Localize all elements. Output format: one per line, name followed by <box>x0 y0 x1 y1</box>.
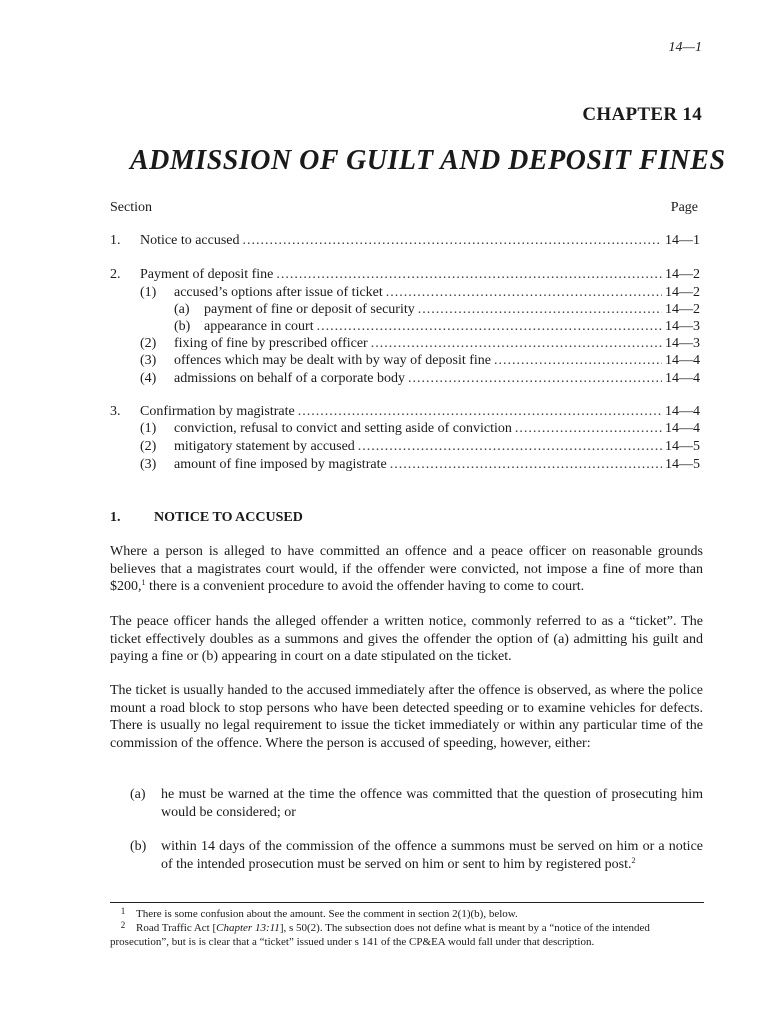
paragraph-2: The peace officer hands the alleged offender a written notice, commonly referred to as a “ticket”. The ticket effectively doubles as a summons and gives the offender the option of (a) admitting his guilt and paying a fine or (b) appearing in court on a date stipulated on the ticket. <box>110 614 703 665</box>
footnote-ref-1: 1 <box>141 578 146 588</box>
dot-leader <box>317 318 662 335</box>
toc-entry-number: (1) <box>140 285 157 300</box>
toc-entry-3-3 <box>110 456 700 473</box>
chapter-label: CHAPTER 14 <box>582 104 702 125</box>
toc-entry-2-3 <box>110 352 700 369</box>
toc-entry-title: Payment of deposit fine <box>140 267 274 282</box>
list-text <box>161 838 703 873</box>
toc-entry-title: offences which may be dealt with by way of deposit fine <box>174 353 491 368</box>
section-heading <box>110 510 303 526</box>
dot-leader <box>408 370 662 387</box>
page-number: 14—1 <box>668 40 702 55</box>
toc-entry-2-4 <box>110 370 700 387</box>
footnote-divider <box>110 902 704 903</box>
toc-entry-3-2 <box>110 438 700 455</box>
toc-entry-title: amount of fine imposed by magistrate <box>174 457 387 472</box>
toc-entry-page: 14—4 <box>665 404 700 419</box>
footnote-text: ], s 50(2). The subsection does not define what is meant by a “notice of the intended prosecution”, but is is clear that a “ticket” issued under s 141 of the CP&EA would fall under that description. <box>110 922 650 948</box>
toc-page-header: Page <box>670 200 698 215</box>
footnote-text: Road Traffic Act [ <box>136 922 217 934</box>
toc-entry-number: (1) <box>140 421 157 436</box>
dot-leader <box>515 420 662 437</box>
toc-entry-title: accused’s options after issue of ticket <box>174 285 383 300</box>
dot-leader <box>386 284 662 301</box>
toc-entry-3 <box>110 403 700 420</box>
list-text: he must be warned at the time the offence was committed that the question of prosecuting him would be considered; or <box>161 787 703 820</box>
toc-entry-page: 14—5 <box>665 439 700 454</box>
toc-section-header: Section <box>110 200 152 215</box>
toc-entry-2 <box>110 266 700 283</box>
footnote-text: There is some confusion about the amount. See the comment in section 2(1)(b), below. <box>136 908 518 920</box>
dot-leader <box>494 352 662 369</box>
toc-entry-number: (3) <box>140 353 157 368</box>
footnote-ref-2: 2 <box>631 855 636 865</box>
dot-leader <box>276 266 662 283</box>
toc-entry-number: (2) <box>140 336 157 351</box>
toc-entry-2-1-a <box>110 301 700 318</box>
toc-entry-number: 1. <box>110 233 121 248</box>
toc-entry-title: admissions on behalf of a corporate body <box>174 371 405 386</box>
footnote-citation: Chapter 13:11 <box>216 922 280 934</box>
section-title: NOTICE TO ACCUSED <box>154 510 303 525</box>
toc-entry-page: 14—2 <box>665 302 700 317</box>
footnote-2: 2 Road Traffic Act [Chapter 13:11], s 50(2). The subsection does not define what is meant by a “notice of the intended prosecution”, but is is clear that a “ticket” issued under s 141 of the CP&EA would fall under that description. <box>110 920 650 948</box>
toc-entry-number: (4) <box>140 371 157 386</box>
toc-entry-2-1-b <box>110 318 700 335</box>
toc-entry-title: fixing of fine by prescribed officer <box>174 336 368 351</box>
list-label: (b) <box>130 839 147 854</box>
paragraph-text: there is a convenient procedure to avoid the offender having to come to court. <box>145 579 585 595</box>
list-label: (a) <box>130 787 146 802</box>
toc-entry-number: 2. <box>110 267 121 282</box>
toc-entry-page: 14—1 <box>665 233 700 248</box>
toc-entry-page: 14—4 <box>665 371 700 386</box>
toc-entry-number: 3. <box>110 404 121 419</box>
paragraph-text: Where a person is alleged to have committed an offence and a peace officer on reasonable grounds believes that a magistrates court would, if the offender were convicted, not impose a fine of more than $200, <box>110 544 703 595</box>
paragraph-3: The ticket is usually handed to the accused immediately after the offence is observed, as where the police mount a road block to stop persons who have been detected speeding or to examine vehicles for defects. There is usually no legal requirement to issue the ticket immediately or within any particular time of the commission of the offence. Where the person is accused of speeding, however, either: <box>110 683 703 751</box>
toc-entry-page: 14—3 <box>665 336 700 351</box>
toc-entry-page: 14—2 <box>665 267 700 282</box>
toc-entry-page: 14—3 <box>665 319 700 334</box>
toc-entry-title: mitigatory statement by accused <box>174 439 355 454</box>
dot-leader <box>243 232 662 249</box>
dot-leader <box>390 456 662 473</box>
toc-entry-number: (b) <box>174 319 191 334</box>
toc-entry-page: 14—5 <box>665 457 700 472</box>
dot-leader <box>358 438 662 455</box>
toc-entry-page: 14—4 <box>665 421 700 436</box>
list-text-body: within 14 days of the commission of the offence a summons must be served on him or a notice of the intended prosecution must be served on him or sent to him by registered post. <box>161 839 703 872</box>
toc-entry-title: Confirmation by magistrate <box>140 404 295 419</box>
section-number: 1. <box>110 510 121 525</box>
toc-entry-page: 14—2 <box>665 285 700 300</box>
list-item-b <box>130 838 703 873</box>
dot-leader <box>298 403 662 420</box>
toc-entry-number: (a) <box>174 302 190 317</box>
chapter-title: ADMISSION OF GUILT AND DEPOSIT FINES <box>130 145 726 176</box>
toc-entry-number: (2) <box>140 439 157 454</box>
toc-entry-title: appearance in court <box>204 319 314 334</box>
toc-entry-2-2 <box>110 335 700 352</box>
toc-entry-number: (3) <box>140 457 157 472</box>
toc-entry-title: conviction, refusal to convict and setting aside of conviction <box>174 421 512 436</box>
dot-leader <box>418 301 662 318</box>
toc-entry-1 <box>110 232 700 249</box>
paragraph-1 <box>110 543 703 596</box>
toc-entry-title: payment of fine or deposit of security <box>204 302 415 317</box>
toc-entry-3-1 <box>110 420 700 437</box>
footnote-1: 1 There is some confusion about the amount. See the comment in section 2(1)(b), below. <box>120 906 518 920</box>
list-item-a <box>130 786 703 821</box>
dot-leader <box>371 335 662 352</box>
toc-entry-page: 14—4 <box>665 353 700 368</box>
toc-entry-title: Notice to accused <box>140 233 240 248</box>
toc-entry-2-1 <box>110 284 700 301</box>
